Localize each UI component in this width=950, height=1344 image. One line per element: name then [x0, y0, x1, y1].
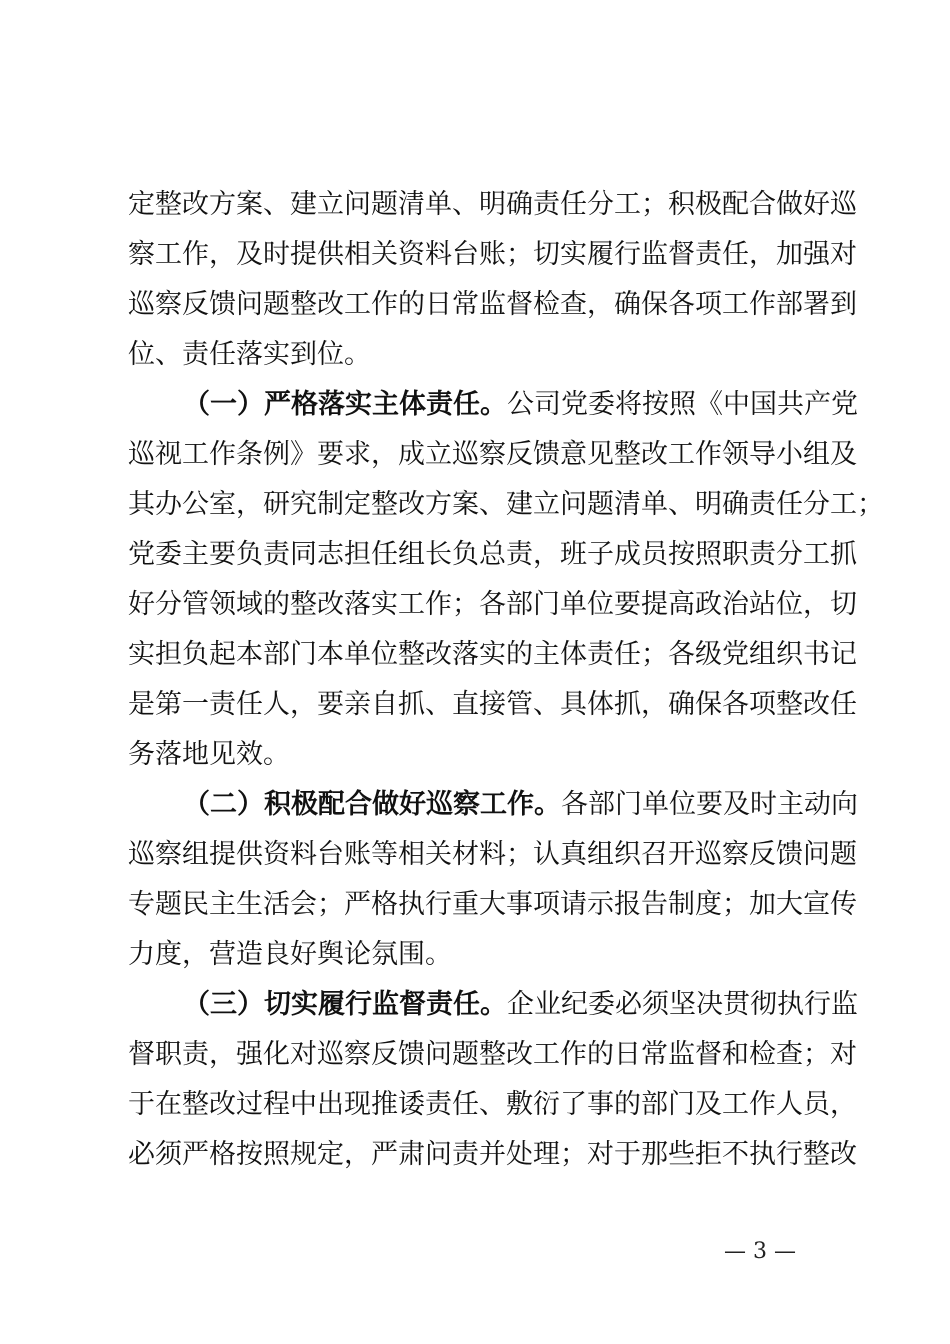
text-line: 务落地见效。: [128, 739, 290, 770]
text-line: 巡察组提供资料台账等相关材料；认真组织召开巡察反馈问题: [128, 839, 857, 870]
text-line: 党委主要负责同志担任组长负总责，班子成员按照职责分工抓: [128, 539, 857, 570]
text-line: 察工作，及时提供相关资料台账；切实履行监督责任，加强对: [128, 239, 857, 270]
text-line: 位、责任落实到位。: [128, 339, 371, 370]
section-3-heading: （三）切实履行监督责任。: [183, 989, 507, 1020]
section-1-text: 公司党委将按照《中国共产党: [507, 389, 858, 420]
text-line: 必须严格按照规定，严肃问责并处理；对于那些拒不执行整改: [128, 1139, 857, 1170]
text-line: 好分管领域的整改落实工作；各部门单位要提高政治站位，切: [128, 589, 857, 620]
section-3-text: 企业纪委必须坚决贯彻执行监: [507, 989, 858, 1020]
page-number: — 3 —: [724, 1239, 796, 1264]
section-1-first-line: [183, 380, 858, 430]
text-line: 定整改方案、建立问题清单、明确责任分工；积极配合做好巡: [128, 189, 857, 220]
text-line: 巡视工作条例》要求，成立巡察反馈意见整改工作领导小组及: [128, 439, 857, 470]
text-line: 力度，营造良好舆论氛围。: [128, 939, 452, 970]
text-line: 督职责，强化对巡察反馈问题整改工作的日常监督和检查；对: [128, 1039, 857, 1070]
section-2-first-line: [183, 780, 858, 830]
section-2-text: 各部门单位要及时主动向: [561, 789, 858, 820]
text-line: 实担负起本部门本单位整改落实的主体责任；各级党组织书记: [128, 639, 857, 670]
section-1-heading: （一）严格落实主体责任。: [183, 389, 507, 420]
section-2-heading: （二）积极配合做好巡察工作。: [183, 789, 561, 820]
text-line: 于在整改过程中出现推诿责任、敷衍了事的部门及工作人员，: [128, 1089, 857, 1120]
text-line: 巡察反馈问题整改工作的日常监督检查，确保各项工作部署到: [128, 289, 857, 320]
text-line: 专题民主生活会；严格执行重大事项请示报告制度；加大宣传: [128, 889, 857, 920]
text-line: 其办公室，研究制定整改方案、建立问题清单、明确责任分工；: [128, 489, 884, 520]
text-line: 是第一责任人，要亲自抓、直接管、具体抓，确保各项整改任: [128, 689, 857, 720]
section-3-first-line: [183, 980, 858, 1030]
